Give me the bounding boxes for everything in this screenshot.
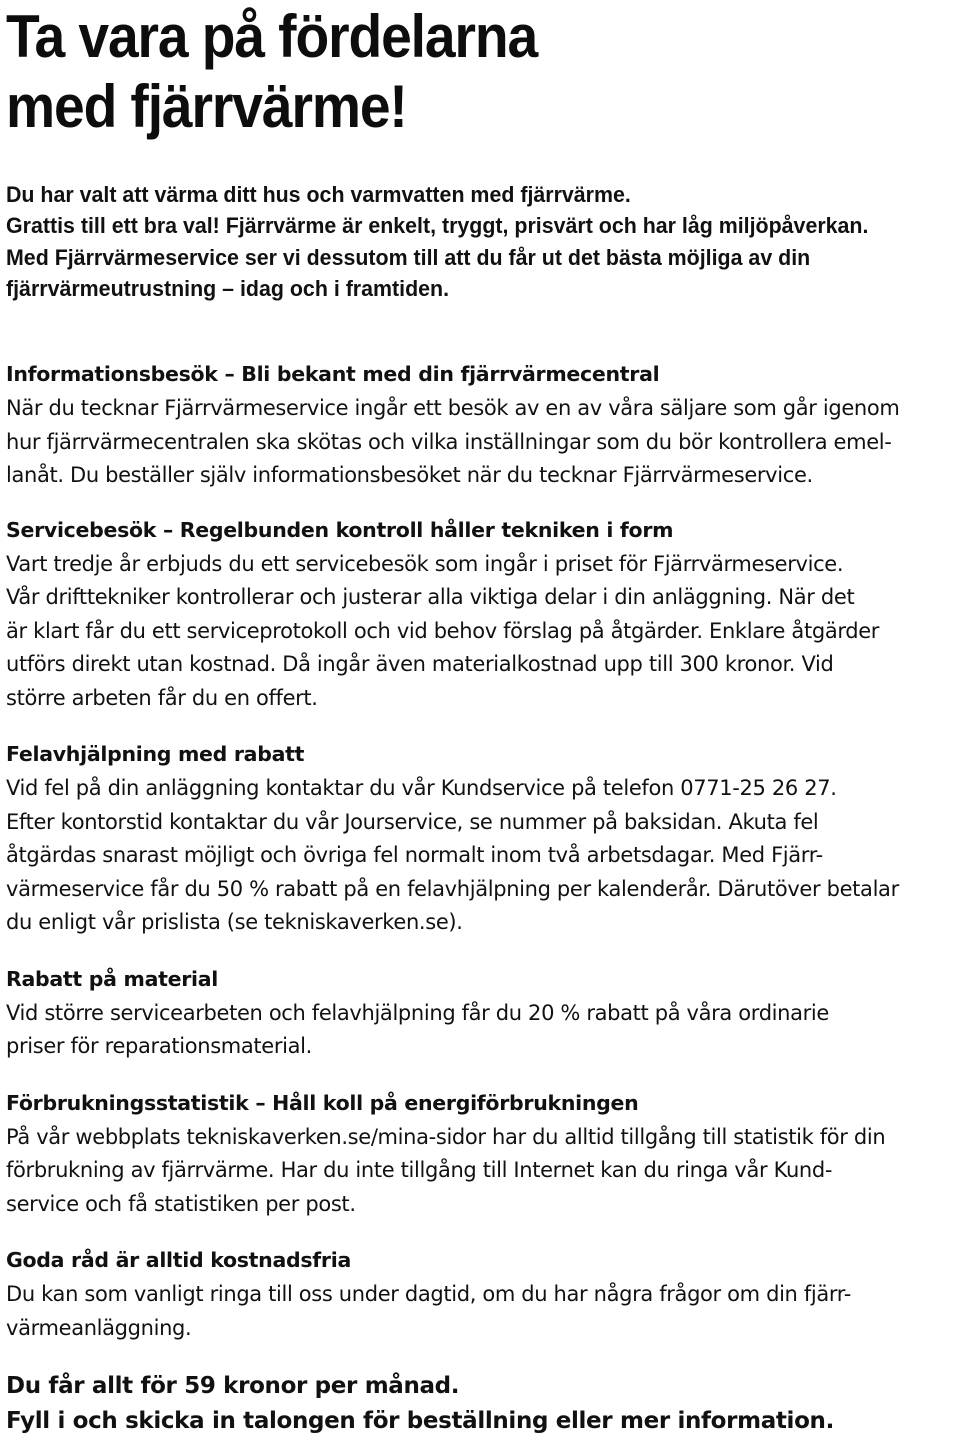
section-heading: Felavhjälpning med rabatt bbox=[6, 742, 305, 767]
body-line: Vid fel på din anläggning kontaktar du vår Kundservice på telefon 0771-25 26 27. bbox=[6, 776, 837, 801]
section-heading: Informationsbesök – Bli bekant med din fjärrvärmecentral bbox=[6, 362, 660, 387]
intro-paragraph bbox=[6, 179, 956, 304]
section-body bbox=[6, 1278, 954, 1345]
intro-line: Grattis till ett bra val! Fjärrvärme är enkelt, tryggt, prisvärt och har låg miljöpåverkan. bbox=[6, 213, 869, 239]
intro-line: Du har valt att värma ditt hus och varmvatten med fjärrvärme. bbox=[6, 182, 631, 207]
body-line: Vid större servicearbeten och felavhjälpning får du 20 % rabatt på våra ordinarie bbox=[6, 1000, 829, 1025]
body-line: förbrukning av fjärrvärme. Har du inte tillgång till Internet kan du ringa vår Kund- bbox=[6, 1158, 833, 1183]
body-line: du enligt vår prislista (se tekniskaverken.se). bbox=[6, 910, 463, 935]
page-title bbox=[6, 0, 878, 142]
service-sections bbox=[6, 359, 954, 1345]
intro-line: Med Fjärrvärmeservice ser vi dessutom till att du får ut det bästa möjliga av din bbox=[6, 244, 811, 270]
body-line: service och få statistiken per post. bbox=[6, 1191, 356, 1216]
closing-line: Du får allt för 59 kronor per månad. bbox=[6, 1373, 460, 1399]
section-heading: Goda råd är alltid kostnadsfria bbox=[6, 1248, 351, 1273]
title-line-2: med fjärrvärme! bbox=[6, 73, 407, 140]
body-line: Du kan som vanligt ringa till oss under dagtid, om du har några frågor om din fjärr- bbox=[6, 1282, 851, 1307]
body-line: åtgärdas snarast möjligt och övriga fel normalt inom två arbetsdagar. Med Fjärr- bbox=[6, 843, 823, 868]
body-line: värmeservice får du 50 % rabatt på en felavhjälpning per kalenderår. Därutöver betalar bbox=[6, 876, 899, 901]
section-rabatt-material bbox=[6, 964, 954, 1064]
section-forbrukningsstatistik bbox=[6, 1088, 954, 1222]
closing-line: Fyll i och skicka in talongen för beställning eller mer information. bbox=[6, 1408, 834, 1434]
body-line: hur fjärrvärmecentralen ska skötas och vilka inställningar som du bör kontrollera emel- bbox=[6, 429, 892, 454]
section-body bbox=[6, 548, 954, 716]
section-body bbox=[6, 997, 954, 1064]
section-body bbox=[6, 772, 954, 940]
body-line: Vart tredje år erbjuds du ett servicebesök som ingår i priset för Fjärrvärmeservice. bbox=[6, 551, 844, 576]
body-line: värmeanläggning. bbox=[6, 1315, 192, 1340]
closing-statement bbox=[6, 1369, 834, 1439]
body-line: lanåt. Du beställer själv informationsbesöket när du tecknar Fjärrvärmeservice. bbox=[6, 463, 813, 488]
body-line: är klart får du ett serviceprotokoll och vid behov förslag på åtgärder. Enklare åtgärder bbox=[6, 618, 880, 643]
section-felavhjalpning bbox=[6, 739, 954, 940]
intro-line: fjärrvärmeutrustning – idag och i framtiden. bbox=[6, 275, 450, 301]
section-heading: Rabatt på material bbox=[6, 966, 219, 991]
section-goda-rad bbox=[6, 1245, 954, 1345]
title-line-1: Ta vara på fördelarna bbox=[6, 3, 538, 70]
section-body bbox=[6, 392, 954, 493]
section-heading: Servicebesök – Regelbunden kontroll håller tekniken i form bbox=[6, 517, 674, 542]
section-body bbox=[6, 1121, 954, 1222]
body-line: På vår webbplats tekniskaverken.se/mina-sidor har du alltid tillgång till statistik för din bbox=[6, 1124, 886, 1149]
section-heading: Förbrukningsstatistik – Håll koll på energiförbrukningen bbox=[6, 1090, 639, 1115]
body-line: större arbeten får du en offert. bbox=[6, 685, 318, 710]
body-line: priser för reparationsmaterial. bbox=[6, 1034, 312, 1059]
body-line: När du tecknar Fjärrvärmeservice ingår ett besök av en av våra säljare som går igenom bbox=[6, 396, 900, 421]
section-servicebesok bbox=[6, 515, 954, 716]
section-informationsbesok bbox=[6, 359, 954, 493]
body-line: Vår drifttekniker kontrollerar och justerar alla viktiga delar i din anläggning. När det bbox=[6, 585, 855, 610]
body-line: Efter kontorstid kontaktar du vår Jourservice, se nummer på baksidan. Akuta fel bbox=[6, 809, 819, 834]
body-line: utförs direkt utan kostnad. Då ingår även materialkostnad upp till 300 kronor. Vid bbox=[6, 652, 834, 677]
